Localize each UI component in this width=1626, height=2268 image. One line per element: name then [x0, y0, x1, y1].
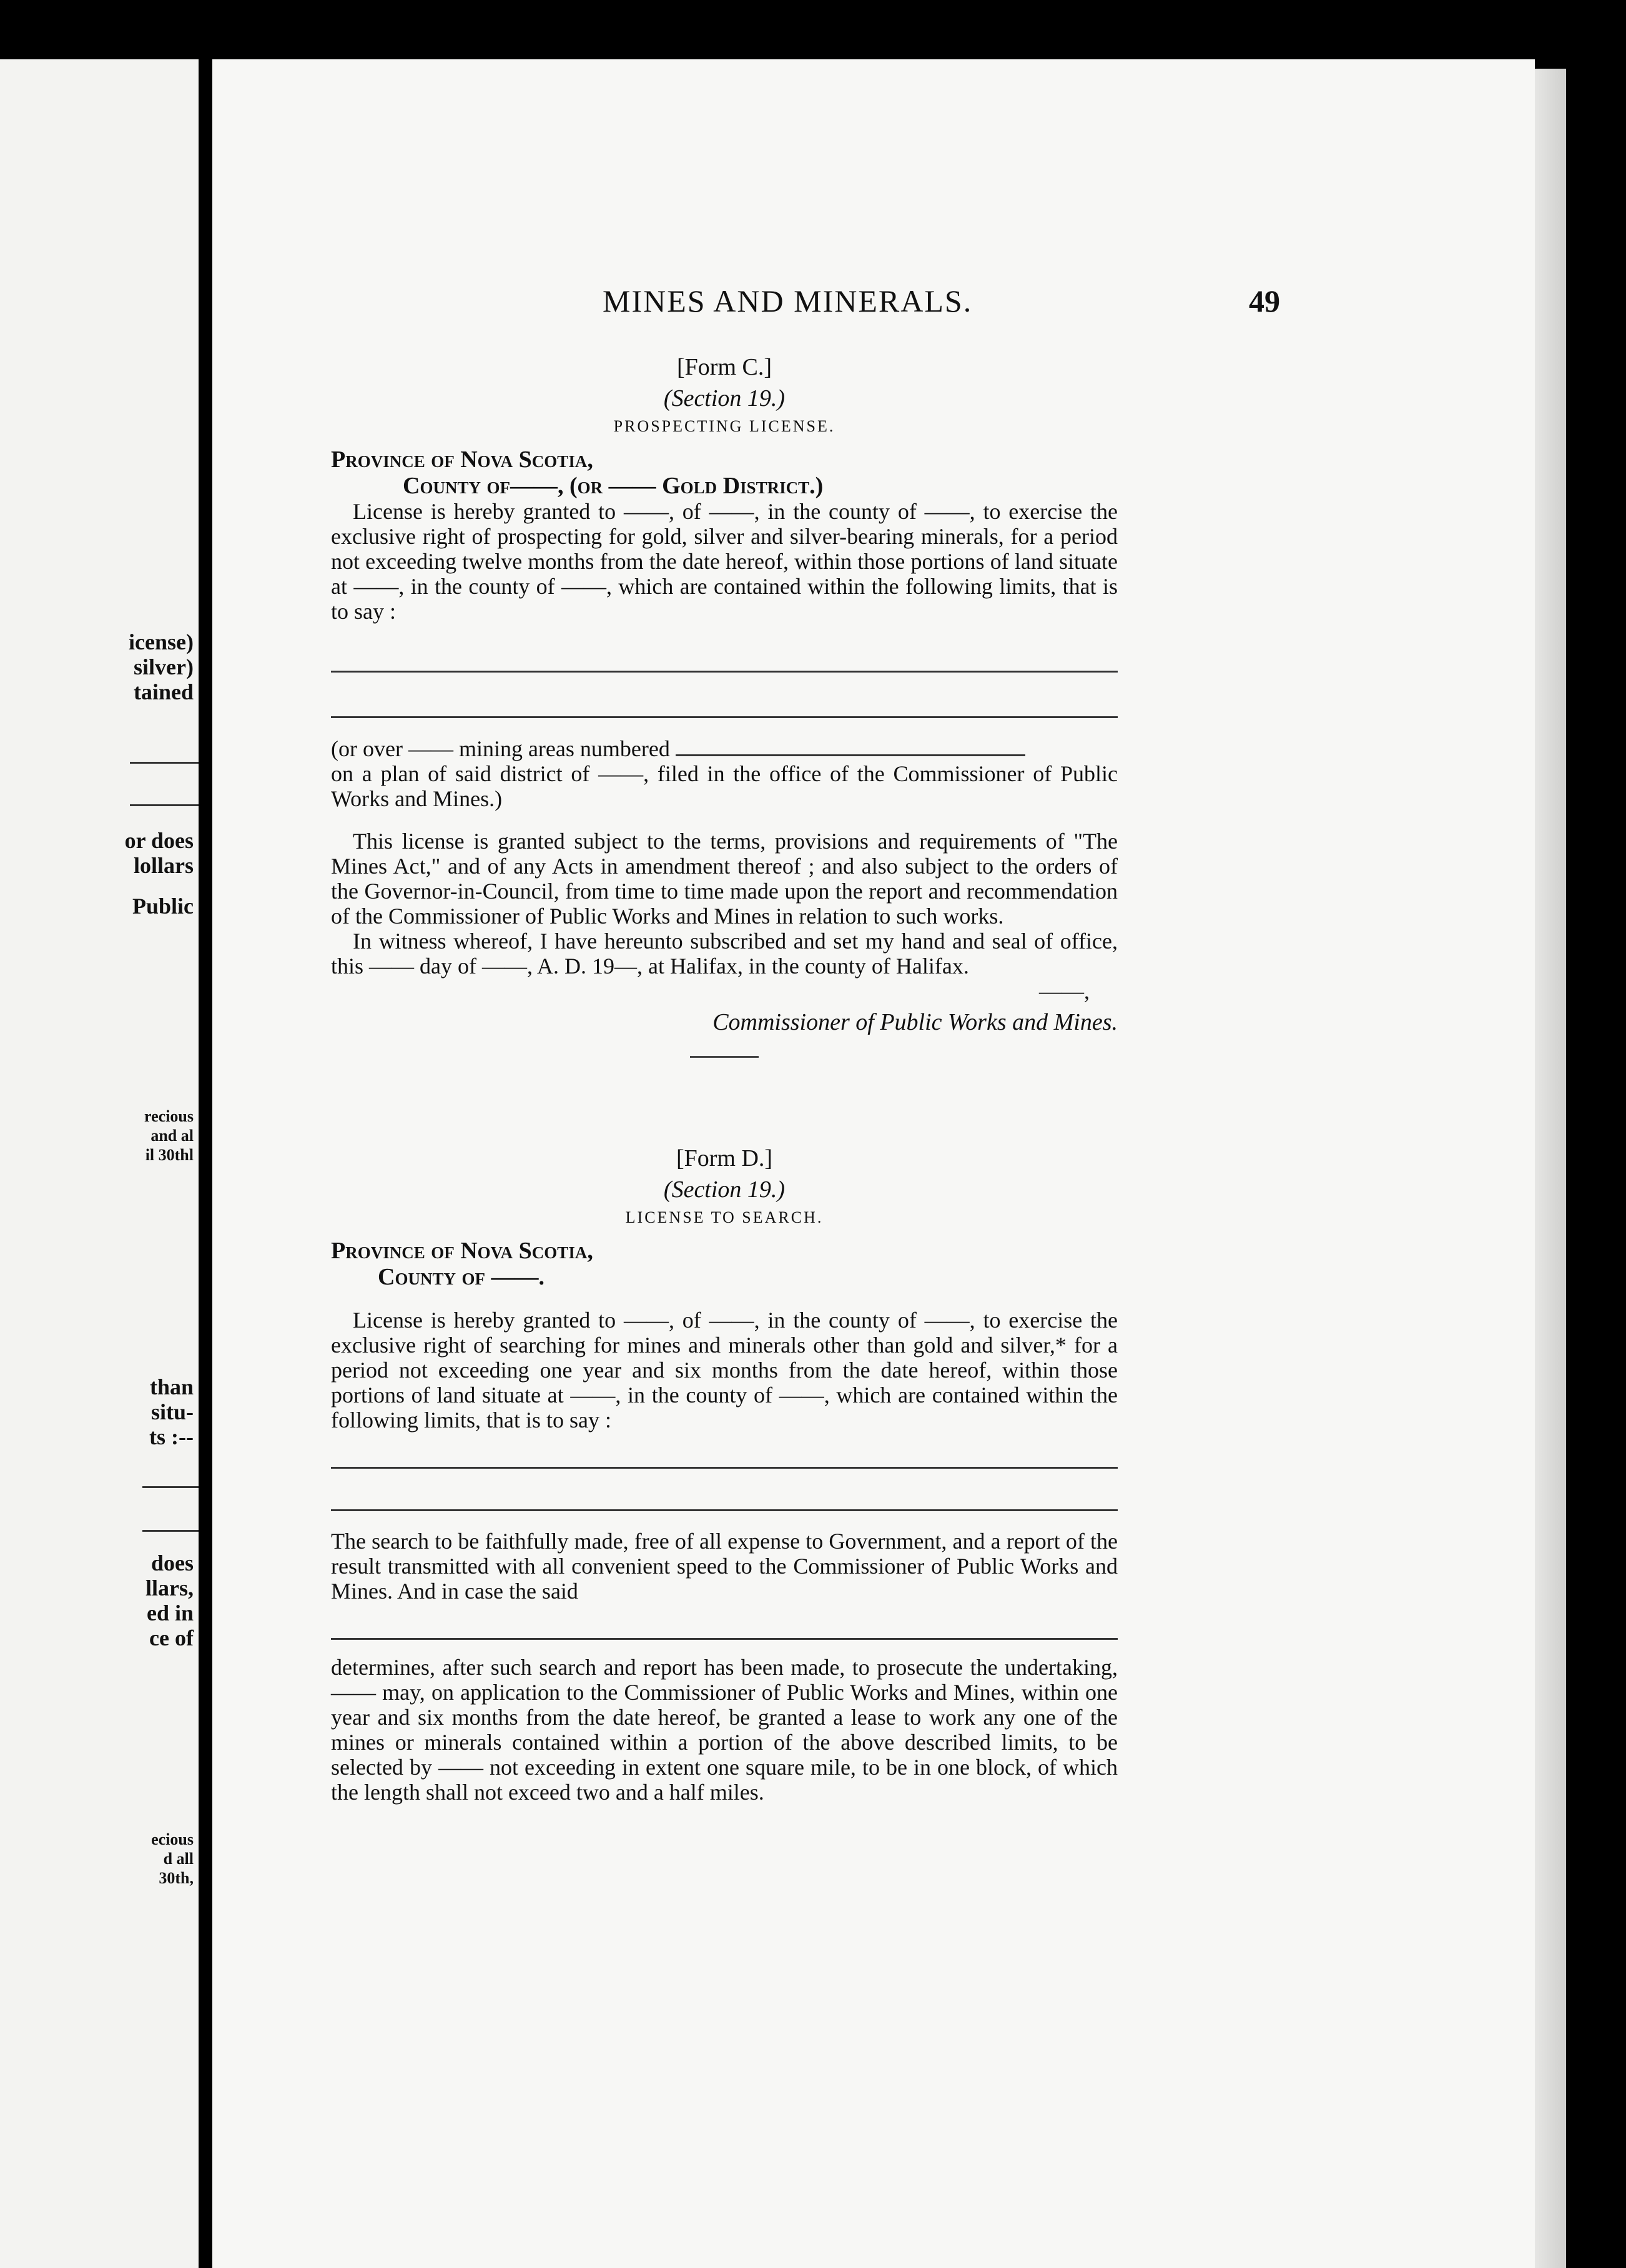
- form-heading: LICENSE TO SEARCH.: [625, 1208, 824, 1226]
- form-heading: PROSPECTING LICENSE.: [613, 417, 835, 435]
- province-line: Province of Nova Scotia,: [331, 1238, 593, 1264]
- page-edge: [1535, 69, 1566, 2268]
- left-rule: [130, 804, 199, 806]
- fill-line: [331, 671, 1118, 673]
- left-fragment: tained: [133, 679, 194, 704]
- left-fragment: llars,: [145, 1575, 194, 1600]
- province-line: Province of Nova Scotia,: [331, 446, 593, 473]
- fill-line: [331, 716, 1118, 718]
- left-fragment: does: [150, 1551, 194, 1575]
- separator-rule: [690, 1056, 759, 1058]
- lease-paragraph: determines, after such search and report has been made, to prosecute the undertaking, —— may, on application to the Commissioner of Public Works and Mines, within one year and six months from the date hereof, be granted a lease to work any one of the mines or minerals contained within a portion of the above described limits, to be selected by —— not exceeding in extent one square mile, to be in one block, of which the length shall not exceed two and a half miles.: [331, 1655, 1118, 1805]
- left-fragment: d all: [163, 1850, 194, 1868]
- license-paragraph: License is hereby granted to ——, of ——, in the county of ——, to exercise the exclusive right of prospecting for gold, silver and silver-bearing minerals, for a period not exceeding twelve months from the date hereof, within those portions of land situate at ——, in the county of ——, which are contained within the following limits, that is to say :: [331, 499, 1118, 624]
- areas-prefix: (or over —— mining areas numbered: [331, 736, 670, 761]
- areas-paragraph: on a plan of said district of ——, filed in the office of the Commissioner of Public Works and Mines.): [331, 761, 1118, 811]
- left-fragment: il 30thl: [145, 1146, 194, 1164]
- left-facing-page: [0, 59, 199, 2268]
- left-fragment: than: [149, 1374, 194, 1399]
- page-number: 49: [1249, 284, 1280, 318]
- left-fragment: icense): [129, 629, 194, 654]
- form-c: [331, 352, 1118, 1058]
- left-fragment: ts :--: [149, 1424, 194, 1449]
- page-header: [331, 283, 1280, 320]
- section-label: (Section 19.): [663, 1176, 786, 1203]
- left-fragment: ecious: [151, 1830, 194, 1848]
- left-rule: [142, 1486, 199, 1488]
- running-title: MINES AND MINERALS.: [603, 284, 973, 318]
- section-label: (Section 19.): [663, 385, 786, 412]
- left-rule: [142, 1530, 199, 1532]
- left-fragment: lollars: [134, 853, 194, 878]
- left-fragment: ce of: [149, 1625, 194, 1650]
- signature-dash: ——,: [1039, 979, 1090, 1003]
- left-fragment: ed in: [146, 1600, 194, 1625]
- areas-line: [331, 736, 1118, 761]
- fill-line: [331, 1509, 1118, 1511]
- left-fragment: and al: [150, 1127, 194, 1145]
- left-fragment: or does: [124, 828, 194, 853]
- form-label: [Form C.]: [677, 354, 772, 380]
- left-fragment: situ-: [150, 1399, 194, 1424]
- form-label: [Form D.]: [676, 1145, 773, 1171]
- search-paragraph: The search to be faithfully made, free of all expense to Government, and a report of the result transmitted with all convenient speed to the Commissioner of Public Works and Mines. And in case the said: [331, 1529, 1118, 1604]
- left-fragment: 30th,: [159, 1869, 194, 1887]
- left-fragment: silver): [134, 654, 194, 679]
- form-d: [331, 1143, 1118, 1805]
- license-paragraph: License is hereby granted to ——, of ——, in the county of ——, to exercise the exclusive right of searching for mines and minerals other than gold and silver,* for a period not exceeding one year and six months from the date hereof, within those portions of land situate at ——, in the county of ——, which are contained within the following limits, that is to say :: [331, 1308, 1118, 1432]
- left-fragment: recious: [144, 1107, 194, 1125]
- witness-paragraph: In witness whereof, I have hereunto subscribed and set my hand and seal of office, this —— day of ——, A. D. 19—, at Halifax, in the county of Halifax.: [331, 929, 1118, 979]
- left-fragment: Public: [132, 894, 194, 919]
- county-line: County of ——.: [378, 1264, 544, 1290]
- fill-line: [676, 736, 1025, 756]
- fill-line: [331, 1638, 1118, 1640]
- left-rule: [130, 762, 199, 764]
- fill-line: [331, 1467, 1118, 1469]
- county-line: County of——, (or —— Gold District.): [403, 473, 824, 499]
- signature-line: Commissioner of Public Works and Mines.: [712, 1009, 1118, 1035]
- terms-paragraph: This license is granted subject to the terms, provisions and requirements of "The Mines Act," and of any Acts in amendment thereof ; and also subject to the orders of the Governor-in-Council, from time to time made upon the report and recommendation of the Commissioner of Public Works and Mines in relation to such works.: [331, 829, 1118, 929]
